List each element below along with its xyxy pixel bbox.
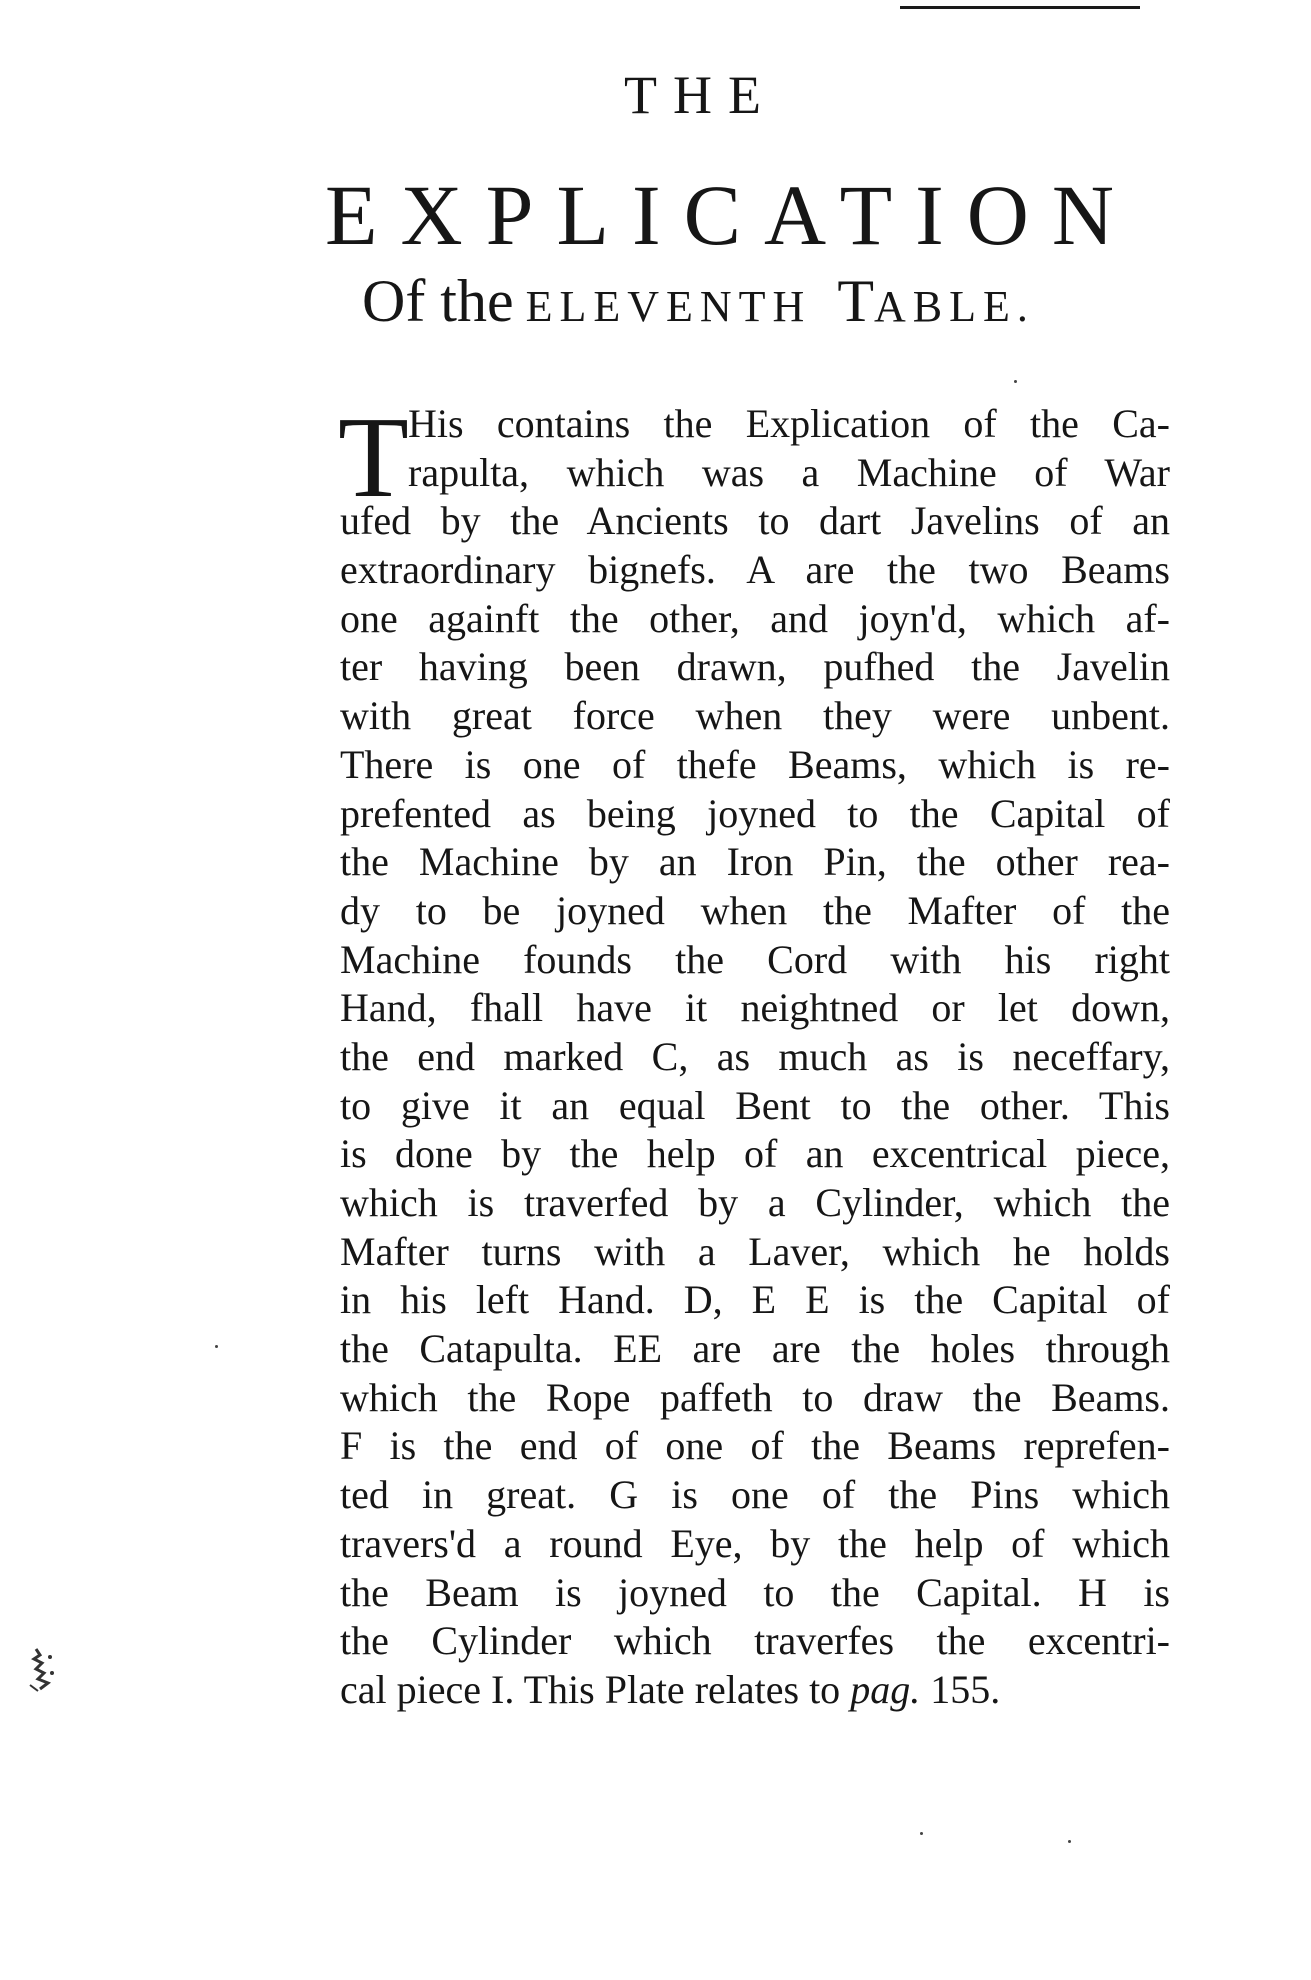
text-line: extraordinary bignefs. A are the two Beams: [340, 547, 1170, 593]
text-line: Machine founds the Cord with his right: [340, 936, 1170, 982]
text-line: prefented as being joyned to the Capital of: [340, 790, 1170, 836]
text-line: There is one of thefe Beams, which is re-: [340, 741, 1170, 787]
stray-ink-mark: [26, 1645, 66, 1695]
text-line: the Beam is joyned to the Capital. H is: [340, 1569, 1170, 1615]
text-line: which is traverfed by a Cylinder, which the: [340, 1180, 1170, 1225]
text-line-final: [340, 1666, 1170, 1715]
speck: [1014, 380, 1017, 383]
text-line: F is the end of one of the Beams reprefen-: [340, 1423, 1170, 1469]
title-the: THE: [624, 65, 777, 125]
text-line: Hand, fhall have it neightned or let down,: [340, 985, 1170, 1031]
speck: [920, 1832, 923, 1835]
text-line: the end marked C, as much as is neceffary,: [340, 1033, 1170, 1079]
subtitle-table-initial: T: [837, 268, 874, 334]
text-line: with great force when they were unbent.: [340, 693, 1170, 739]
text-line: the Machine by an Iron Pin, the other rea-: [340, 839, 1170, 885]
text-line: rapulta, which was a Machine of War: [408, 449, 1170, 495]
text-line: ter having been drawn, pufhed the Javelin: [340, 644, 1170, 690]
text-line: the Catapulta. EE are are the holes through: [340, 1326, 1170, 1372]
subtitle-table-rest: ABLE.: [874, 282, 1035, 331]
top-rule: [900, 6, 1140, 9]
text-line: to give it an equal Bent to the other. This: [340, 1082, 1170, 1128]
text-line: ufed by the Ancients to dart Javelins of an: [340, 498, 1170, 544]
text-line: is done by the help of an excentrical piece,: [340, 1131, 1170, 1177]
text-line: one againft the other, and joyn'd, which af-: [340, 595, 1170, 641]
text-line: His contains the Explication of the Ca-: [408, 401, 1170, 446]
title-subtitle: [362, 268, 1182, 334]
text-line: travers'd a round Eye, by the help of which: [340, 1520, 1170, 1566]
title-explication: EXPLICATION: [325, 167, 1137, 263]
subtitle-of-the: Of the: [362, 268, 514, 334]
speck: [215, 1345, 218, 1348]
page-number: 155.: [920, 1666, 1001, 1712]
page-abbrev: pag.: [850, 1666, 921, 1712]
text-line: dy to be joyned when the Mafter of the: [340, 887, 1170, 933]
text-line: in his left Hand. D, E E is the Capital of: [340, 1277, 1170, 1323]
explication-text: [338, 394, 1170, 1715]
drop-cap: T: [338, 394, 409, 522]
text-line: which the Rope paffeth to draw the Beams.: [340, 1374, 1170, 1420]
subtitle-eleventh: ELEVENTH: [525, 282, 812, 331]
text-line: the Cylinder which traverfes the excentri-: [340, 1618, 1170, 1664]
text-line: Mafter turns with a Laver, which he holds: [340, 1228, 1170, 1274]
final-line-text: cal piece I. This Plate relates to: [340, 1666, 851, 1712]
text-line: ted in great. G is one of the Pins which: [340, 1472, 1170, 1518]
speck: [1068, 1840, 1071, 1843]
